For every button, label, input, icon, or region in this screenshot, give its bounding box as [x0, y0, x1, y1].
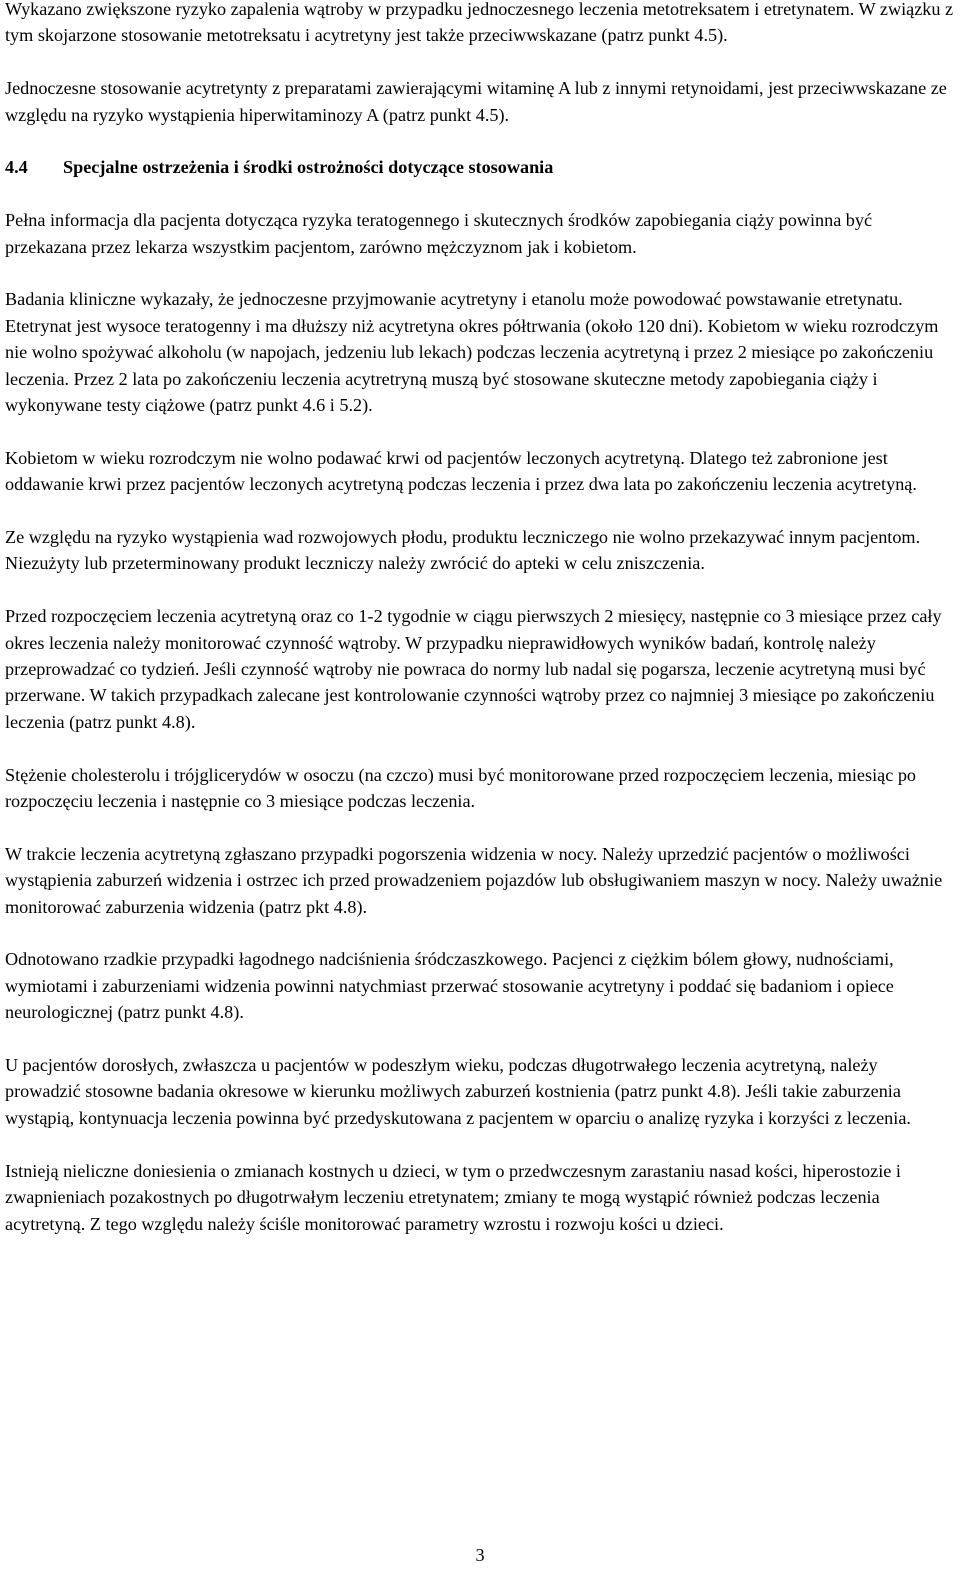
paragraph-intracranial-hypertension: Odnotowano rzadkie przypadki łagodnego nadciśnienia śródczaszkowego. Pacjenci z ciężkim bólem głowy, nudnościami, wymiotami i zaburzeniami widzenia powinni natychmiast przerwać stosowanie acytretyny i poddać się badaniom i opiece neurologicznej (patrz punkt 4.8). — [5, 949, 894, 1023]
paragraph-night-vision: W trakcie leczenia acytretyną zgłaszano przypadki pogorszenia widzenia w nocy. Należy uprzedzić pacjentów o możliwości wystąpienia zaburzeń widzenia i ostrzec ich przed prowadzeniem pojazdów lub obsługiwaniem maszyn w nocy. Należy uważnie monitorować zaburzenia widzenia (patrz pkt 4.8). — [5, 843, 943, 917]
document-page — [5, 0, 956, 1263]
paragraph-ethanol-etretinate: Badania kliniczne wykazały, że jednoczesne przyjmowanie acytretyny i etanolu może powodować powstawanie etretynatu. Etetrynat jest wysoce teratogenny i ma dłuższy niż acytretyna okres półtrwania (około 120 dni). Kobietom w wieku rozrodczym nie wolno spożywać alkoholu (w napojach, jedzeniu lub lekach) podczas leczenia acytretyną i przez 2 miesiące po zakończeniu leczenia. Przez 2 lata po zakończeniu leczenia acytretryną muszą być stosowane skuteczne metody zapobiegania ciąży i wykonywane testy ciążowe (patrz punkt 4.6 i 5.2). — [5, 289, 939, 416]
page-number: 3 — [475, 1545, 485, 1565]
paragraph-lipid-monitoring: Stężenie cholesterolu i trójglicerydów w osoczu (na czczo) musi być monitorowane przed rozpoczęciem leczenia, miesiąc po rozpoczęciu leczenia i następnie co 3 miesiące podczas leczenia. — [5, 764, 917, 812]
section-heading — [5, 154, 956, 180]
paragraph-methotrexate-contraindication: Wykazano zwiększone ryzyko zapalenia wątroby w przypadku jednoczesnego leczenia metotreksatem i etretynatem. W związku z tym skojarzone stosowanie metotreksatu i acytretyny jest także przeciwwskazane (patrz punkt 4.5). — [5, 0, 954, 46]
paragraph-bone-changes-children: Istnieją nieliczne doniesienia o zmianach kostnych u dzieci, w tym o przedwczesnym zarastaniu nasad kości, hiperostozie i zwapnieniach pozakostnych po długotrwałym leczeniu etretynatem; zmiany te mogą wystąpić również podczas leczenia acytretyną. Z tego względu należy ściśle monitorować parametry wzrostu i rozwoju kości u dzieci. — [5, 1160, 901, 1234]
paragraph-product-sharing: Ze względu na ryzyko wystąpienia wad rozwojowych płodu, produktu leczniczego nie wolno przekazywać innym pacjentom. Niezużyty lub przeterminowany produkt leczniczy należy zwrócić do apteki w celu zniszczenia. — [5, 527, 921, 574]
paragraph-ossification-adults: U pacjentów dorosłych, zwłaszcza u pacjentów w podeszłym wieku, podczas długotrwałego leczenia acytretyną, należy prowadzić stosowne badania okresowe w kierunku możliwych zaburzeń kostnienia (patrz punkt 4.8). Jeśli takie zaburzenia wystąpią, kontynuacja leczenia powinna być przedyskutowana z pacjentem w oparciu o analizę ryzyka i korzyści z leczenia. — [5, 1055, 911, 1128]
paragraph-patient-information: Pełna informacja dla pacjenta dotycząca ryzyka teratogennego i skutecznych środków zapobiegania ciąży powinna być przekazana przez lekarza wszystkim pacjentom, zarówno mężczyznom jak i kobietom. — [5, 210, 873, 257]
paragraph-liver-monitoring: Przed rozpoczęciem leczenia acytretyną oraz co 1-2 tygodnie w ciągu pierwszych 2 miesięcy, następnie co 3 miesiące przez cały okres leczenia należy monitorować czynność wątroby. W przypadku nieprawidłowych wyników badań, kontrolę należy przeprowadzać co tydzień. Jeśli czynność wątroby nie powraca do normy lub nadal się pogarsza, leczenie acytretyną musi być przerwane. W takich przypadkach zalecane jest kontrolowanie czynności wątroby przez co najmniej 3 miesiące po zakończeniu leczenia (patrz punkt 4.8). — [5, 606, 942, 732]
section-title: Specjalne ostrzeżenia i środki ostrożności dotyczące stosowania — [63, 157, 554, 178]
paragraph-blood-donation: Kobietom w wieku rozrodczym nie wolno podawać krwi od pacjentów leczonych acytretyną. Dlatego też zabronione jest oddawanie krwi przez pacjentów leczonych acytretyną podczas leczenia i przez dwa lata po zakończeniu leczenia acytretyną. — [5, 447, 917, 495]
section-number: 4.4 — [5, 157, 28, 178]
paragraph-vitamin-a-contraindication: Jednoczesne stosowanie acytretynty z preparatami zawierającymi witaminę A lub z innymi retynoidami, jest przeciwwskazane ze względu na ryzyko wystąpienia hiperwitaminozy A (patrz punkt 4.5). — [5, 78, 947, 125]
